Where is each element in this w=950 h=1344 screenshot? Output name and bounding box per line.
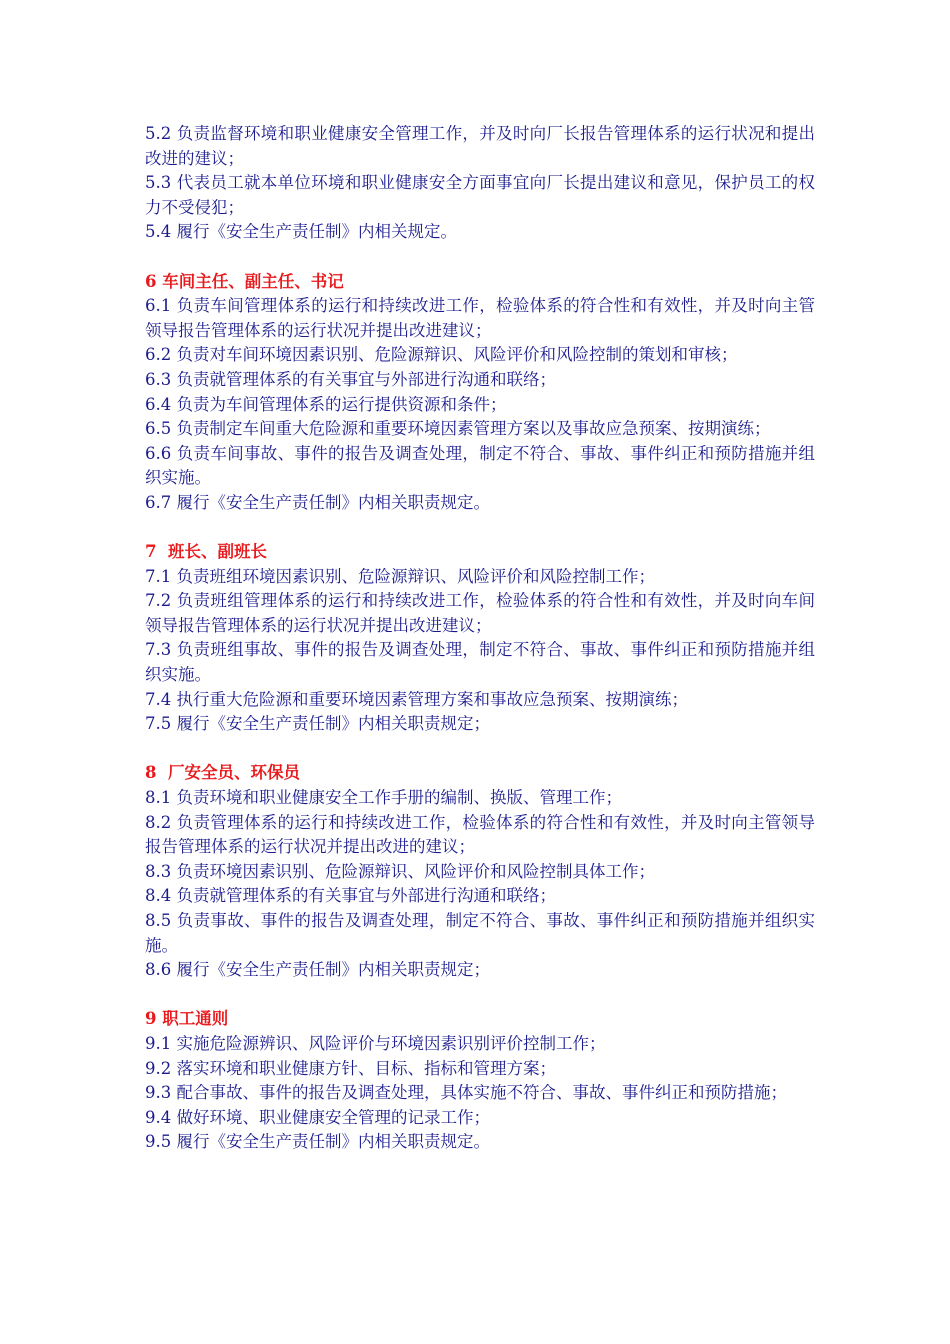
clause-7-3: 7.3 负责班组事故、事件的报告及调查处理，制定不符合、事故、事件纠正和预防措施并组织实施。 xyxy=(145,640,815,685)
clause-9-4: 9.4 做好环境、职业健康安全管理的记录工作； xyxy=(145,1107,490,1127)
clause-5-4: 5.4 履行《安全生产责任制》内相关规定。 xyxy=(145,222,457,242)
clause-9-1: 9.1 实施危险源辨识、风险评价与环境因素识别评价控制工作； xyxy=(145,1033,606,1053)
clause-8-5: 8.5 负责事故、事件的报告及调查处理，制定不符合、事故、事件纠正和预防措施并组织实施。 xyxy=(145,911,815,955)
clause-8-3: 8.3 负责环境因素识别、危险源辩识、风险评价和风险控制具体工作； xyxy=(145,861,655,881)
section-heading: 6 车间主任、副主任、书记 xyxy=(145,271,344,291)
section-8 xyxy=(145,761,815,982)
section-heading: 9 职工通则 xyxy=(145,1009,229,1029)
section-heading: 8 厂安全员、环保员 xyxy=(145,763,300,783)
clause-7-2: 7.2 负责班组管理体系的运行和持续改进工作，检验体系的符合性和有效性，并及时向车间领导报告管理体系的运行状况并提出改进建议； xyxy=(145,591,815,635)
clause-9-5: 9.5 履行《安全生产责任制》内相关职责规定。 xyxy=(145,1132,490,1152)
clause-9-2: 9.2 落实环境和职业健康方针、目标、指标和管理方案； xyxy=(145,1058,556,1078)
clause-7-4: 7.4 执行重大危险源和重要环境因素管理方案和事故应急预案、按期演练； xyxy=(145,689,688,709)
clause-5-3: 5.3 代表员工就本单位环境和职业健康安全方面事宜向厂长提出建议和意见，保护员工的权力不受侵犯； xyxy=(145,173,815,217)
section-7 xyxy=(145,540,815,737)
clause-6-5: 6.5 负责制定车间重大危险源和重要环境因素管理方案以及事故应急预案、按期演练； xyxy=(145,419,771,439)
clause-6-1: 6.1 负责车间管理体系的运行和持续改进工作，检验体系的符合性和有效性，并及时向主管领导报告管理体系的运行状况并提出改进建议； xyxy=(145,296,815,340)
clause-8-4: 8.4 负责就管理体系的有关事宜与外部进行沟通和联络； xyxy=(145,886,556,906)
clause-8-1: 8.1 负责环境和职业健康安全工作手册的编制、换版、管理工作； xyxy=(145,788,622,808)
clause-6-3: 6.3 负责就管理体系的有关事宜与外部进行沟通和联络； xyxy=(145,369,556,389)
clause-9-3: 9.3 配合事故、事件的报告及调查处理，具体实施不符合、事故、事件纠正和预防措施； xyxy=(145,1083,787,1103)
clause-5-2: 5.2 负责监督环境和职业健康安全管理工作，并及时向厂长报告管理体系的运行状况和提出改进的建议； xyxy=(145,124,815,168)
clause-7-5: 7.5 履行《安全生产责任制》内相关职责规定； xyxy=(145,714,490,734)
clause-6-2: 6.2 负责对车间环境因素识别、危险源辩识、风险评价和风险控制的策划和审核； xyxy=(145,345,738,365)
clause-8-6: 8.6 履行《安全生产责任制》内相关职责规定； xyxy=(145,960,490,980)
section-heading: 7 班长、副班长 xyxy=(145,542,267,562)
section-6 xyxy=(145,270,815,516)
document-body xyxy=(145,122,815,1155)
clause-6-7: 6.7 履行《安全生产责任制》内相关职责规定。 xyxy=(145,492,490,512)
clause-7-1: 7.1 负责班组环境因素识别、危险源辩识、风险评价和风险控制工作； xyxy=(145,566,655,586)
clause-8-2: 8.2 负责管理体系的运行和持续改进工作，检验体系的符合性和有效性，并及时向主管领导报告管理体系的运行状况并提出改进的建议； xyxy=(145,812,815,857)
section-9 xyxy=(145,1007,815,1155)
clause-6-4: 6.4 负责为车间管理体系的运行提供资源和条件； xyxy=(145,394,507,414)
section-5-continued xyxy=(145,122,815,245)
clause-6-6: 6.6 负责车间事故、事件的报告及调查处理，制定不符合、事故、事件纠正和预防措施并组织实施。 xyxy=(145,443,815,488)
